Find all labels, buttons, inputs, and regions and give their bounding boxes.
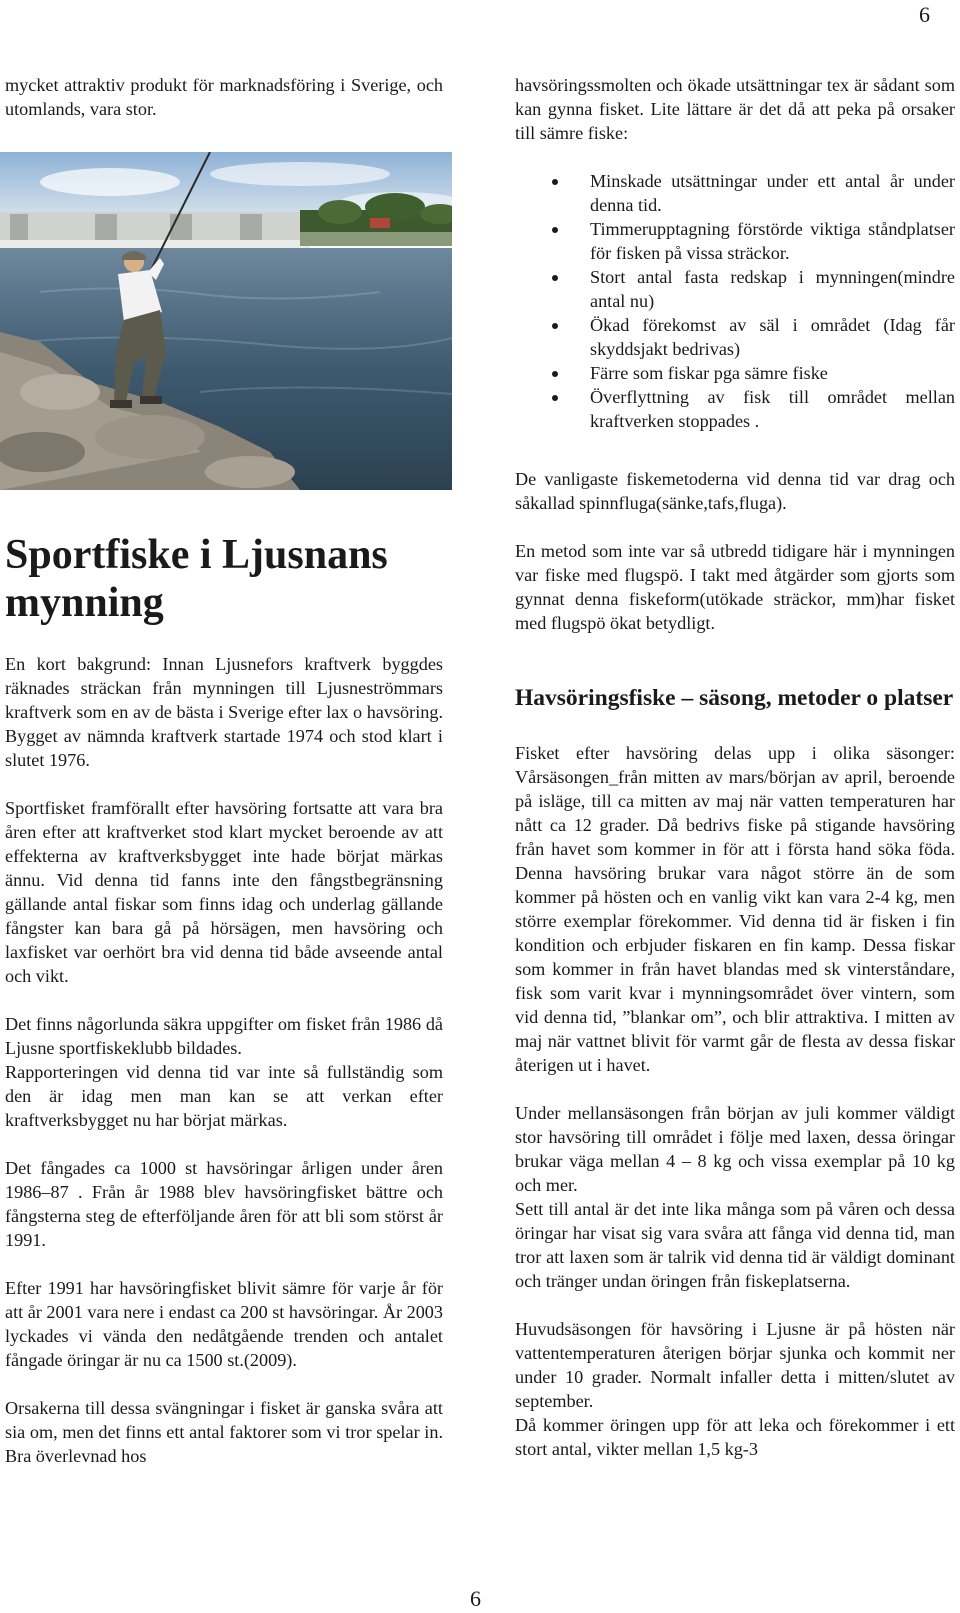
left-paragraph-2: Sportfisket framförallt efter havsöring fortsatte att vara bra åren efter att kraftverket stod klart mycket beroende av att effekterna av kraftverksbygget inte hade börjat märkas ännu. Vid denna tid fanns inte den fångstbegränsning gällande antal fiskar som finns idag och underlag gällande fångster kan bara gå på hörsägen, men havsöring och laxfisket var oerhört bra vid denna tid både avseende antal och vikt. xyxy=(5,798,443,986)
left-paragraph-5: Det fångades ca 1000 st havsöringar årligen under åren 1986–87 . Från år 1988 blev havsöringfisket bättre och fångsterna steg de efterföljande åren för att bli som störst år 1991. xyxy=(5,1158,443,1250)
causes-bullet-list xyxy=(515,169,955,433)
list-item: Stort antal fasta redskap i mynningen(mindre antal nu) xyxy=(515,265,955,313)
bullet-icon xyxy=(552,395,558,401)
list-item: Överflyttning av fisk till området mellan kraftverken stoppades . xyxy=(515,385,955,433)
list-item: Färre som fiskar pga sämre fiske xyxy=(515,361,955,385)
left-paragraph-1: En kort bakgrund: Innan Ljusnefors kraftverk byggdes räknades sträckan från mynningen till Ljusneströmmars kraftverk som en av de bästa i Sverige efter lax o havsöring. Bygget av nämnda kraftverk startade 1974 och stod klart i slutet 1976. xyxy=(5,654,443,770)
page-number-top: 6 xyxy=(919,2,930,27)
list-item: Timmerupptagning förstörde viktiga ståndplatser för fisken på vissa sträckor. xyxy=(515,217,955,265)
page-number-bottom: 6 xyxy=(470,1586,481,1611)
fishing-photo xyxy=(0,152,452,490)
article-title: Sportfiske i Ljusnans mynning xyxy=(5,532,388,626)
flyfishing-paragraph: En metod som inte var så utbredd tidigare här i mynningen var fiske med flugspö. I takt med åtgärder som gjorts som gynnat denna fiskeform(utökade sträckor, mm)har fisket med flugspö ökat betydligt. xyxy=(515,541,955,633)
season-body xyxy=(515,741,955,1461)
bullet-icon xyxy=(552,371,558,377)
angler-at-dam-image xyxy=(0,152,452,490)
bullet-icon xyxy=(552,275,558,281)
bullet-icon xyxy=(552,323,558,329)
season-paragraph-5: Då kommer öringen upp för att leka och förekommer i ett stort antal, vikter mellan 1,5 kg-3 xyxy=(515,1415,955,1459)
left-paragraph-6: Efter 1991 har havsöringfisket blivit sämre för varje år för att år 2001 vara nere i endast ca 200 st havsöringar. År 2003 lyckades vi vända den nedåtgående trenden och antalet fångade öringar är nu ca 1500 st.(2009). xyxy=(5,1278,443,1370)
left-body xyxy=(5,652,443,1468)
season-paragraph-3: Sett till antal är det inte lika många som på våren och dessa öringar har visat sig vara svåra att fånga vid denna tid, man tror att laxen som är talrik vid denna tid är väldigt dominant och tränger undan öringen från fiskeplatserna. xyxy=(515,1199,955,1291)
methods-paragraph: De vanligaste fiskemetoderna vid denna tid var drag och såkallad spinnfluga(sänke,tafs,fluga). xyxy=(515,469,955,513)
season-paragraph-1: Fisket efter havsöring delas upp i olika säsonger: Vårsäsongen_från mitten av mars/början av april, beroende på isläge, till ca mitten av maj när vatten temperaturen har nått ca 12 grader. Då bedrivs fiske på stigande havsöring från havet som kommer in för att i första hand söka föda. Denna havsöring brukar vara något större än de som kommer på hösten och en vanlig vikt kan vara 2-4 kg, men större exemplar förekommer. Vid denna tid är fisken i fin kondition och erbjuder fiskaren en fin kamp. Dessa fiskar som kommer in från havet blandas med sk vinterståndare, fisk som varit kvar i mynningsområdet över vintern, som vid denna tid, ”blankar om”, och blir attraktiva. I mitten av maj när vattnet blivit för varmt går de flesta av dessa fiskar återigen ut i havet. xyxy=(515,743,955,1075)
list-item: Minskade utsättningar under ett antal år under denna tid. xyxy=(515,169,955,217)
left-paragraph-7: Orsakerna till dessa svängningar i fisket är ganska svåra att sia om, men det finns ett antal faktorer som vi tror spelar in. Bra överlevnad hos xyxy=(5,1398,443,1466)
bullet-icon xyxy=(552,179,558,185)
bullet-icon xyxy=(552,227,558,233)
left-paragraph-3: Det finns någorlunda säkra uppgifter om fisket från 1986 då Ljusne sportfiskeklubb bildades. xyxy=(5,1014,443,1058)
left-paragraph-4: Rapporteringen vid denna tid var inte så fullständig som den är idag men man kan se att verkan efter kraftverksbygget nu har börjat märkas. xyxy=(5,1062,443,1130)
left-intro-text: mycket attraktiv produkt för marknadsföring i Sverige, och utomlands, vara stor. xyxy=(5,75,443,119)
right-intro-text: havsöringssmolten och ökade utsättningar tex är sådant som kan gynna fisket. Lite lättare är det då att peka på orsaker till sämre fiske: xyxy=(515,75,955,143)
season-paragraph-2: Under mellansäsongen från början av juli kommer väldigt stor havsöring till området i följe med laxen, dessa öringar brukar väga mellan 4 – 8 kg och vissa exemplar på 10 kg och mer. xyxy=(515,1103,955,1195)
season-heading: Havsöringsfiske – säsong, metoder o platser xyxy=(515,685,954,711)
season-paragraph-4: Huvudsäsongen för havsöring i Ljusne är på hösten när vattentemperaturen återigen börjar sjunka och kommit ner under 10 grader. Normalt infaller detta i mitten/slutet av september. xyxy=(515,1319,955,1411)
list-item: Ökad förekomst av säl i området (Idag får skyddsjakt bedrivas) xyxy=(515,313,955,361)
